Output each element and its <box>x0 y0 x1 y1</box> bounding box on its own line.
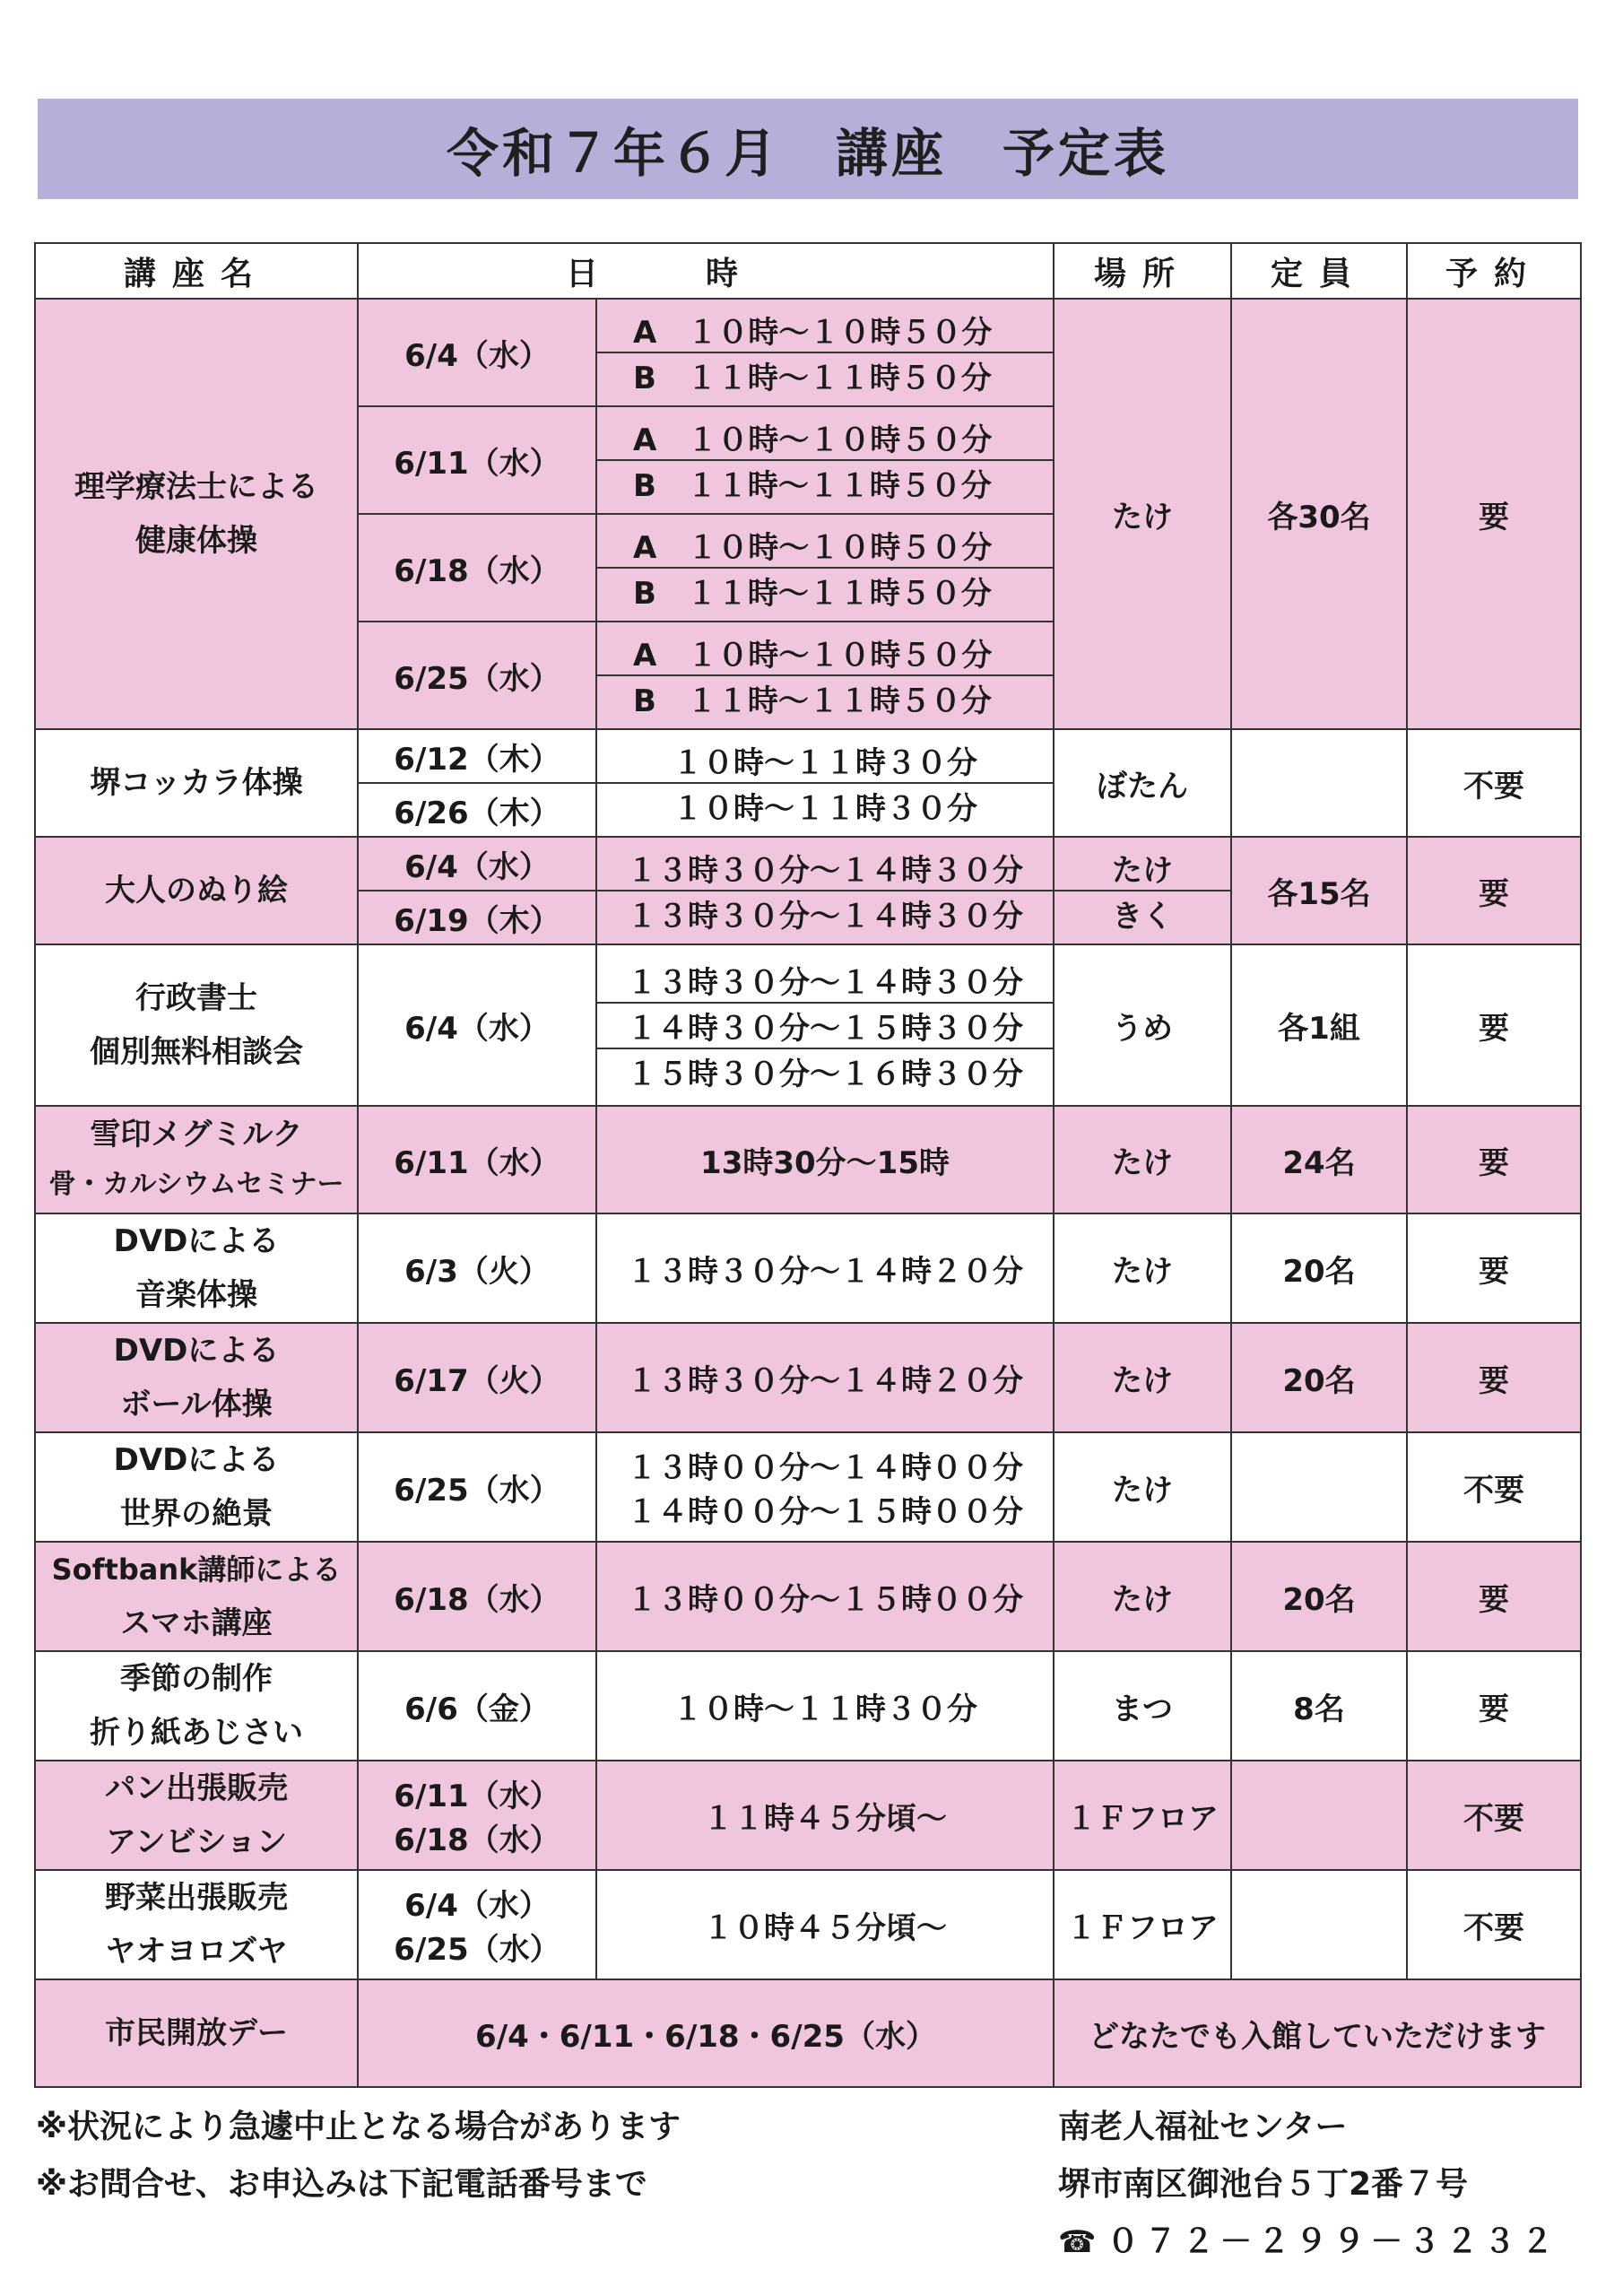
course-date: 6/25（水） <box>358 622 596 729</box>
table-row <box>35 729 1581 837</box>
course-date: 6/4（水） 6/25（水） <box>358 1870 596 1979</box>
course-place: たけ <box>1054 1106 1231 1213</box>
course-capacity: 各1組 <box>1231 944 1407 1106</box>
course-place: １Ｆフロア <box>1054 1870 1231 1979</box>
course-capacity: 20名 <box>1231 1323 1407 1432</box>
header-place: 場所 <box>1054 243 1231 299</box>
course-reserve: 要 <box>1407 944 1581 1106</box>
course-date: 6/18（水） <box>358 1542 596 1651</box>
table-row <box>35 944 1581 1106</box>
course-capacity <box>1231 1870 1407 1979</box>
course-name: 野菜出張販売 ヤオヨロズヤ <box>35 1870 358 1979</box>
course-reserve: 要 <box>1407 837 1581 944</box>
course-name: 大人のぬり絵 <box>35 837 358 944</box>
header-reserve: 予約 <box>1407 243 1581 299</box>
course-date: 6/25（水） <box>358 1432 596 1542</box>
course-times: A １０時～１０時５０分 B １１時～１１時５０分 <box>596 514 1054 622</box>
course-reserve: 不要 <box>1407 1761 1581 1870</box>
course-times: A １０時～１０時５０分 B １１時～１１時５０分 <box>596 406 1054 514</box>
course-date: 6/18（水） <box>358 514 596 622</box>
open-day-note: どなたでも入館していただけます <box>1054 1979 1581 2087</box>
course-times: １３時００分～１５時００分 <box>596 1542 1054 1651</box>
course-name: 季節の制作 折り紙あじさい <box>35 1651 358 1761</box>
table-row <box>35 837 1581 944</box>
org-name: 南老人福祉センター <box>1058 2109 1348 2145</box>
course-capacity <box>1231 1432 1407 1542</box>
table-row <box>35 1106 1581 1213</box>
course-date: 6/12（木） 6/26（木） <box>358 729 596 837</box>
org-info <box>1058 2099 1558 2271</box>
course-name: パン出張販売 アンビション <box>35 1761 358 1870</box>
course-date: 6/17（火） <box>358 1323 596 1432</box>
course-date: 6/3（火） <box>358 1213 596 1323</box>
notes <box>36 2099 681 2213</box>
course-place: １Ｆフロア <box>1054 1761 1231 1870</box>
course-place: たけ <box>1054 1213 1231 1323</box>
table-row <box>35 1432 1581 1542</box>
course-reserve: 要 <box>1407 299 1581 729</box>
course-capacity: 20名 <box>1231 1542 1407 1651</box>
course-times: １３時３０分～１４時３０分 １４時３０分～１５時３０分 １５時３０分～１６時３０分 <box>596 944 1054 1106</box>
course-times: １３時３０分～１４時２０分 <box>596 1213 1054 1323</box>
table-row <box>35 299 1581 406</box>
course-times: １３時００分～１４時００分 １４時００分～１５時００分 <box>596 1432 1054 1542</box>
course-reserve: 要 <box>1407 1323 1581 1432</box>
course-date: 6/6（金） <box>358 1651 596 1761</box>
course-times: １０時～１１時３０分 １０時～１１時３０分 <box>596 729 1054 837</box>
course-reserve: 不要 <box>1407 1870 1581 1979</box>
course-name: DVDによる 世界の絶景 <box>35 1432 358 1542</box>
header-capacity: 定員 <box>1231 243 1407 299</box>
course-place: たけ きく <box>1054 837 1231 944</box>
course-name: DVDによる ボール体操 <box>35 1323 358 1432</box>
course-times: 13時30分～15時 <box>596 1106 1054 1213</box>
course-capacity <box>1231 729 1407 837</box>
course-name: Softbank講師による スマホ講座 <box>35 1542 358 1651</box>
course-place: たけ <box>1054 1432 1231 1542</box>
schedule-table <box>34 242 1582 2088</box>
course-place: うめ <box>1054 944 1231 1106</box>
table-row <box>35 1761 1581 1870</box>
course-times: １３時３０分～１４時２０分 <box>596 1323 1054 1432</box>
course-capacity: 8名 <box>1231 1651 1407 1761</box>
course-date: 6/11（水） 6/18（水） <box>358 1761 596 1870</box>
course-capacity <box>1231 1761 1407 1870</box>
course-times: １０時～１１時３０分 <box>596 1651 1054 1761</box>
table-row <box>35 1651 1581 1761</box>
course-name: 理学療法士による 健康体操 <box>35 299 358 729</box>
course-reserve: 不要 <box>1407 729 1581 837</box>
header-datetime: 日時 <box>358 243 1054 299</box>
open-day-name: 市民開放デー <box>35 1979 358 2087</box>
note-line: ※お問合せ、お申込みは下記電話番号まで <box>36 2166 647 2203</box>
header-name: 講座名 <box>35 243 358 299</box>
table-row-open-day <box>35 1979 1581 2087</box>
open-day-dates: 6/4・6/11・6/18・6/25（水） <box>358 1979 1054 2087</box>
course-name: DVDによる 音楽体操 <box>35 1213 358 1323</box>
table-row <box>35 1213 1581 1323</box>
course-place: ぼたん <box>1054 729 1231 837</box>
course-place: たけ <box>1054 1323 1231 1432</box>
course-capacity: 24名 <box>1231 1106 1407 1213</box>
course-reserve: 不要 <box>1407 1432 1581 1542</box>
org-phone: ０７２－２９９－３２３２ <box>1107 2223 1559 2260</box>
course-capacity: 各15名 <box>1231 837 1407 944</box>
course-date: 6/4（水） 6/19（木） <box>358 837 596 944</box>
course-times: A １０時～１０時５０分 B １１時～１１時５０分 <box>596 299 1054 406</box>
course-times: １１時４５分頃～ <box>596 1761 1054 1870</box>
course-reserve: 要 <box>1407 1213 1581 1323</box>
course-place: たけ <box>1054 299 1231 729</box>
phone-icon: ☎ <box>1058 2224 1097 2260</box>
course-name: 行政書士 個別無料相談会 <box>35 944 358 1106</box>
course-date: 6/4（水） <box>358 299 596 406</box>
course-reserve: 要 <box>1407 1651 1581 1761</box>
course-place: まつ <box>1054 1651 1231 1761</box>
course-place: たけ <box>1054 1542 1231 1651</box>
course-name: 堺コッカラ体操 <box>35 729 358 837</box>
course-times: １０時４５分頃～ <box>596 1870 1054 1979</box>
table-row <box>35 1323 1581 1432</box>
course-reserve: 要 <box>1407 1542 1581 1651</box>
course-capacity: 各30名 <box>1231 299 1407 729</box>
note-line: ※状況により急遽中止となる場合があります <box>36 2109 681 2145</box>
course-date: 6/11（水） <box>358 1106 596 1213</box>
table-row <box>35 1870 1581 1979</box>
course-date: 6/11（水） <box>358 406 596 514</box>
course-reserve: 要 <box>1407 1106 1581 1213</box>
course-capacity: 20名 <box>1231 1213 1407 1323</box>
course-times: A １０時～１０時５０分 B １１時～１１時５０分 <box>596 622 1054 729</box>
org-address: 堺市南区御池台５丁2番７号 <box>1058 2166 1469 2203</box>
org-phone-line <box>1058 2213 1558 2271</box>
page-title: 令和７年６月 講座 予定表 <box>38 99 1578 199</box>
course-date: 6/4（水） <box>358 944 596 1106</box>
course-name: 雪印メグミルク 骨・カルシウムセミナー <box>35 1106 358 1213</box>
course-times: １３時３０分～１４時３０分 １３時３０分～１４時３０分 <box>596 837 1054 944</box>
table-row <box>35 1542 1581 1651</box>
